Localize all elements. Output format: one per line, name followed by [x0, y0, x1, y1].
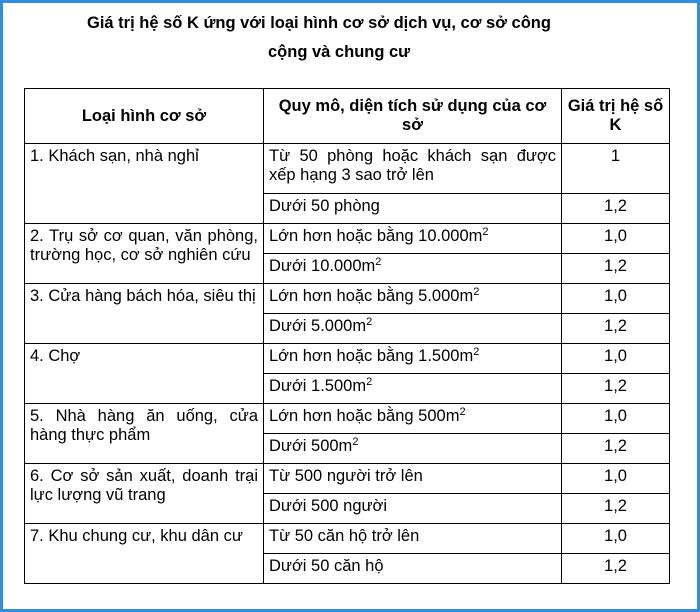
k-value: 1,0 [562, 464, 670, 494]
k-value: 1,2 [562, 494, 670, 524]
table-row [25, 344, 670, 374]
scale-text: Lớn hơn hoặc bằng 5.000m [269, 287, 474, 305]
scale-cell: Từ 500 người trở lên [264, 464, 562, 494]
facility-type: 3. Cửa hàng bách hóa, siêu thị [25, 284, 264, 344]
scale-cell [264, 314, 562, 344]
k-value: 1,2 [562, 194, 670, 224]
facility-type: 7. Khu chung cư, khu dân cư [25, 524, 264, 584]
scale-cell [264, 254, 562, 284]
scale-text: Dưới 500m [269, 437, 353, 455]
area-exponent: 2 [473, 286, 480, 298]
k-value: 1,0 [562, 224, 670, 254]
scale-cell: Từ 50 căn hộ trở lên [264, 524, 562, 554]
scale-text: Lớn hơn hoặc bằng 500m [269, 407, 460, 425]
scale-text: Dưới 1.500m [269, 377, 367, 395]
scale-text: Dưới 10.000m [269, 257, 376, 275]
header-type: Loại hình cơ sở [25, 89, 264, 144]
scale-cell: Dưới 500 người [264, 494, 562, 524]
scale-cell [264, 434, 562, 464]
scale-text: Lớn hơn hoặc bằng 10.000m [269, 227, 483, 245]
area-exponent: 2 [459, 406, 466, 418]
area-exponent: 2 [366, 316, 373, 328]
k-value: 1,2 [562, 374, 670, 404]
area-exponent: 2 [473, 346, 480, 358]
k-value: 1 [562, 144, 670, 194]
k-value: 1,0 [562, 344, 670, 374]
scale-cell: Dưới 50 căn hộ [264, 554, 562, 584]
k-coefficient-table [24, 88, 670, 584]
area-exponent: 2 [352, 436, 359, 448]
facility-type: 1. Khách sạn, nhà nghỉ [25, 144, 264, 224]
k-value: 1,0 [562, 284, 670, 314]
k-value: 1,0 [562, 524, 670, 554]
table-row [25, 284, 670, 314]
area-exponent: 2 [482, 226, 489, 238]
scale-cell: Từ 50 phòng hoặc khách sạn được xếp hạng 3 sao trở lên [264, 144, 562, 194]
k-value: 1,2 [562, 254, 670, 284]
scale-text: Dưới 5.000m [269, 317, 367, 335]
scale-cell [264, 344, 562, 374]
header-k: Giá trị hệ số K [562, 89, 670, 144]
scale-cell [264, 374, 562, 404]
table-header-row [25, 89, 670, 144]
scale-cell [264, 404, 562, 434]
facility-type: 4. Chợ [25, 344, 264, 404]
title-line-1: Giá trị hệ số K ứng với loại hình cơ sở dịch vụ, cơ sở công [87, 14, 551, 32]
area-exponent: 2 [375, 256, 382, 268]
k-value: 1,0 [562, 404, 670, 434]
table-row [25, 524, 670, 554]
facility-type: 6. Cơ sở sản xuất, doanh trại lực lượng vũ trang [25, 464, 264, 524]
scale-cell [264, 224, 562, 254]
scale-cell: Dưới 50 phòng [264, 194, 562, 224]
facility-type: 5. Nhà hàng ăn uống, cửa hàng thực phẩm [25, 404, 264, 464]
page-title [3, 9, 697, 67]
table-row [25, 404, 670, 434]
table-row [25, 224, 670, 254]
k-value: 1,2 [562, 554, 670, 584]
k-value: 1,2 [562, 314, 670, 344]
scale-cell [264, 284, 562, 314]
title-line-2: cộng và chung cư [268, 43, 411, 61]
facility-type: 2. Trụ sở cơ quan, văn phòng, trường học, cơ sở nghiên cứu [25, 224, 264, 284]
area-exponent: 2 [366, 376, 373, 388]
header-scale: Quy mô, diện tích sử dụng của cơ sở [264, 89, 562, 144]
table-row [25, 464, 670, 494]
scale-text: Lớn hơn hoặc bằng 1.500m [269, 347, 474, 365]
table-row [25, 144, 670, 194]
k-value: 1,2 [562, 434, 670, 464]
